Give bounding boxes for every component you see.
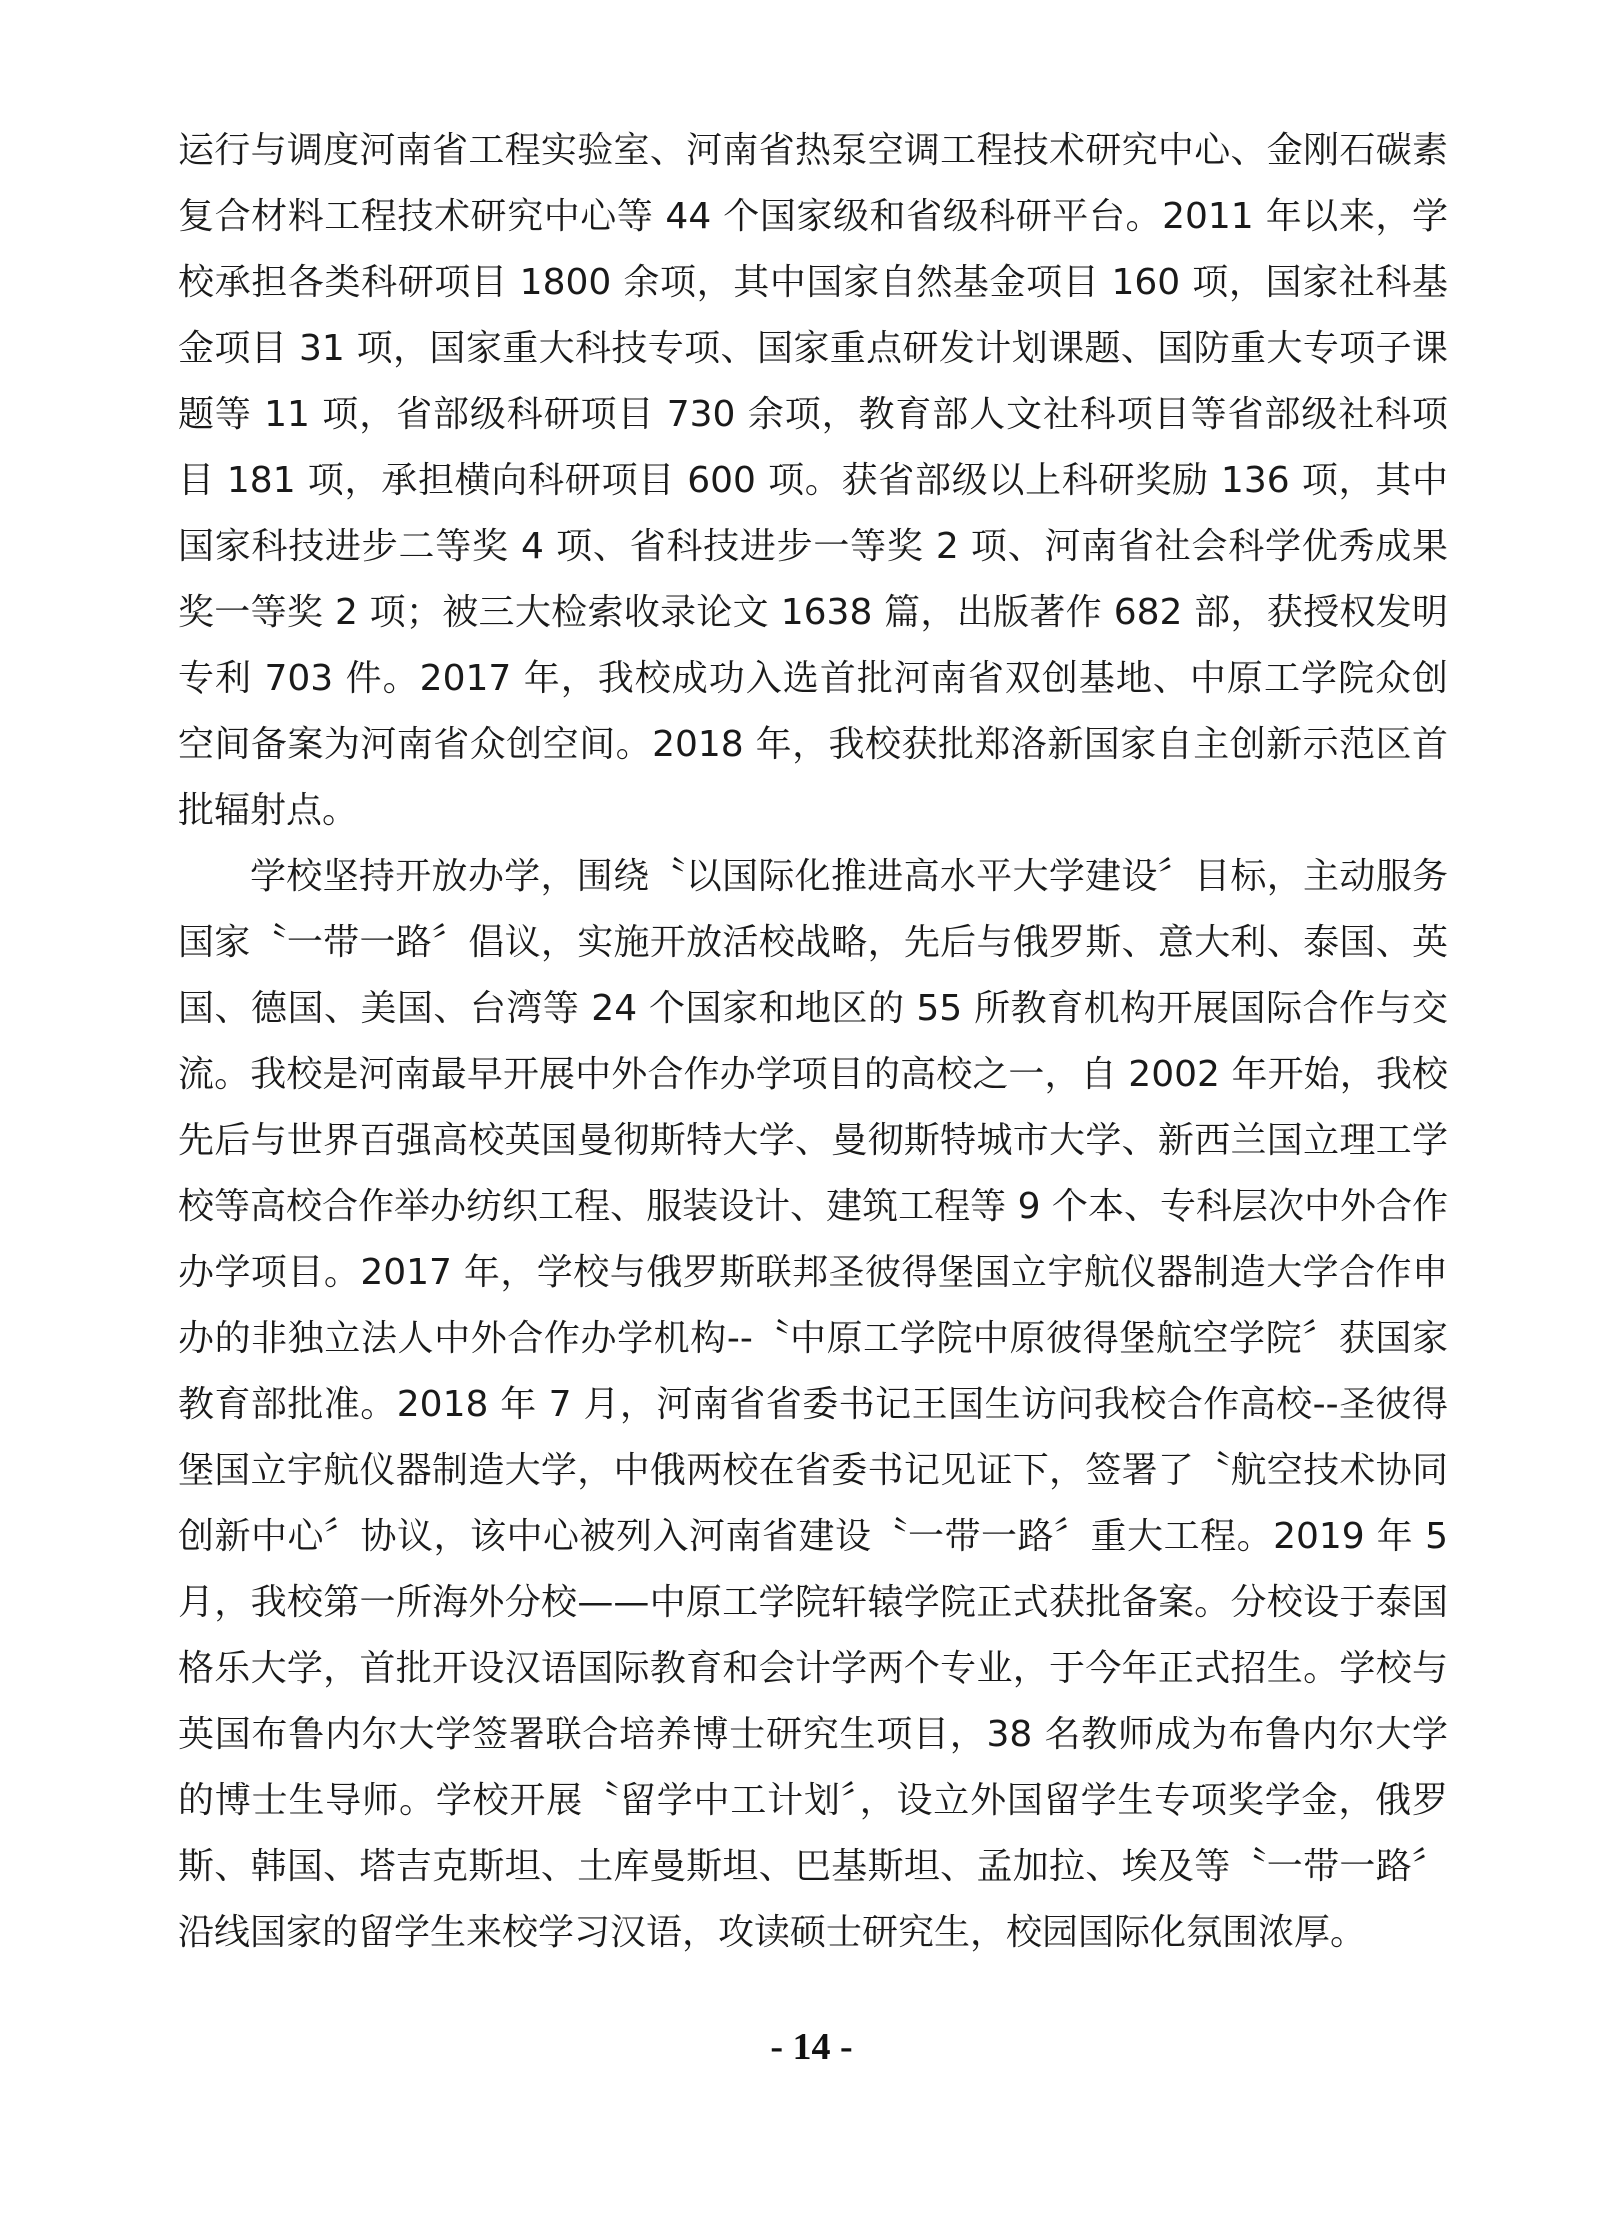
body-text bbox=[178, 118, 1448, 1966]
paragraph-research: 运行与调度河南省工程实验室、河南省热泵空调工程技术研究中心、金刚石碳素复合材料工程技术研究中心等 44 个国家级和省级科研平台。2011 年以来，学校承担各类科研项目 1800 余项，其中国家自然基金项目 160 项，国家社科基金项目 31 项，国家重大科技专项、国家重点研发计划课题、国防重大专项子课题等 11 项，省部级科研项目 730 余项，教育部人文社科项目等省部级社科项目 181 项，承担横向科研项目 600 项。获省部级以上科研奖励 136 项，其中国家科技进步二等奖 4 项、省科技进步一等奖 2 项、河南省社会科学优秀成果奖一等奖 2 项；被三大检索收录论文 1638 篇，出版著作 682 部，获授权发明专利 703 件。2017 年，我校成功入选首批河南省双创基地、中原工学院众创空间备案为河南省众创空间。2018 年，我校获批郑洛新国家自主创新示范区首批辐射点。 bbox=[178, 130, 1448, 831]
paragraph-international: 学校坚持开放办学，围绕〝以国际化推进高水平大学建设〞目标，主动服务国家〝一带一路〞倡议，实施开放活校战略，先后与俄罗斯、意大利、泰国、英国、德国、美国、台湾等 24 个国家和地区的 55 所教育机构开展国际合作与交流。我校是河南最早开展中外合作办学项目的高校之一，自 2002 年开始，我校先后与世界百强高校英国曼彻斯特大学、曼彻斯特城市大学、新西兰国立理工学校等高校合作举办纺织工程、服装设计、建筑工程等 9 个本、专科层次中外合作办学项目。2017 年，学校与俄罗斯联邦圣彼得堡国立宇航仪器制造大学合作申办的非独立法人中外合作办学机构--〝中原工学院中原彼得堡航空学院〞获国家教育部批准。2018 年 7 月，河南省省委书记王国生访问我校合作高校--圣彼得堡国立宇航仪器制造大学，中俄两校在省委书记见证下，签署了〝航空技术协同创新中心〞协议，该中心被列入河南省建设〝一带一路〞重大工程。2019 年 5 月，我校第一所海外分校——中原工学院轩辕学院正式获批备案。分校设于泰国格乐大学，首批开设汉语国际教育和会计学两个专业，于今年正式招生。学校与英国布鲁内尔大学签署联合培养博士研究生项目，38 名教师成为布鲁内尔大学的博士生导师。学校开展〝留学中工计划〞，设立外国留学生专项奖学金，俄罗斯、韩国、塔吉克斯坦、土库曼斯坦、巴基斯坦、孟加拉、埃及等〝一带一路〞沿线国家的留学生来校学习汉语，攻读硕士研究生，校园国际化氛围浓厚。 bbox=[178, 856, 1448, 1953]
page-number: - 14 - bbox=[770, 2026, 853, 2068]
